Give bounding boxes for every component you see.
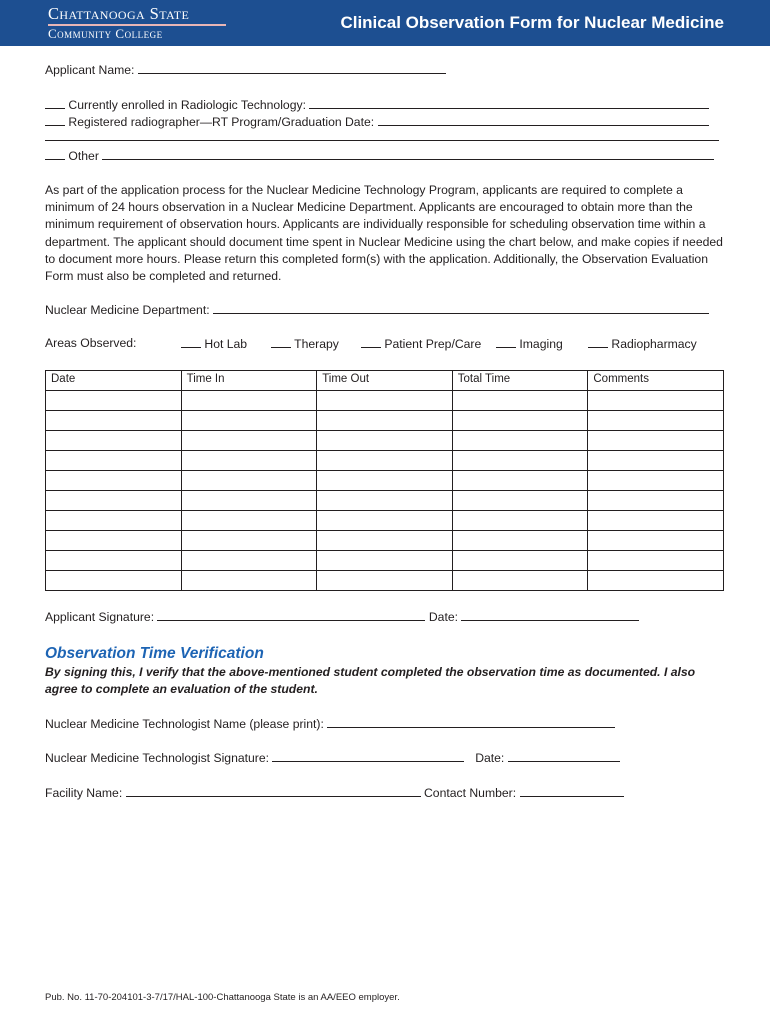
table-cell[interactable] xyxy=(588,511,724,531)
table-row xyxy=(46,511,724,531)
area-therapy[interactable] xyxy=(271,336,339,352)
enrolled-field[interactable] xyxy=(309,97,709,109)
tech-date-label: Date: xyxy=(475,751,505,765)
table-row xyxy=(46,571,724,591)
enrolled-row xyxy=(45,97,709,113)
table-cell[interactable] xyxy=(46,571,182,591)
table-cell[interactable] xyxy=(181,391,317,411)
table-cell[interactable] xyxy=(181,451,317,471)
table-cell[interactable] xyxy=(46,511,182,531)
department-label: Nuclear Medicine Department: xyxy=(45,303,210,317)
area-checkbox[interactable] xyxy=(361,336,381,348)
table-cell[interactable] xyxy=(46,391,182,411)
applicant-date-field[interactable] xyxy=(461,609,639,621)
table-cell[interactable] xyxy=(317,411,453,431)
applicant-name-label: Applicant Name: xyxy=(45,63,135,77)
table-row xyxy=(46,471,724,491)
area-hot-lab[interactable] xyxy=(181,336,247,352)
table-body xyxy=(46,391,724,591)
area-checkbox[interactable] xyxy=(496,336,516,348)
table-cell[interactable] xyxy=(317,451,453,471)
table-cell[interactable] xyxy=(588,411,724,431)
table-cell[interactable] xyxy=(452,511,588,531)
table-cell[interactable] xyxy=(317,471,453,491)
table-cell[interactable] xyxy=(588,571,724,591)
table-row xyxy=(46,391,724,411)
header-banner xyxy=(0,0,770,46)
table-cell[interactable] xyxy=(452,431,588,451)
table-cell[interactable] xyxy=(588,531,724,551)
college-subtitle: Community College xyxy=(48,25,163,41)
table-cell[interactable] xyxy=(46,471,182,491)
observation-log-table xyxy=(45,370,724,591)
enrolled-label: Currently enrolled in Radiologic Technology: xyxy=(68,98,306,112)
table-cell[interactable] xyxy=(452,531,588,551)
table-cell[interactable] xyxy=(46,551,182,571)
column-header-total-time: Total Time xyxy=(452,371,588,391)
table-cell[interactable] xyxy=(452,451,588,471)
form-title: Clinical Observation Form for Nuclear Medicine xyxy=(340,13,724,32)
table-cell[interactable] xyxy=(181,511,317,531)
area-label: Patient Prep/Care xyxy=(384,337,482,351)
facility-field[interactable] xyxy=(126,785,421,797)
table-cell[interactable] xyxy=(317,391,453,411)
tech-name-label: Nuclear Medicine Technologist Name (please print): xyxy=(45,717,324,731)
area-label: Hot Lab xyxy=(204,337,248,351)
table-cell[interactable] xyxy=(317,511,453,531)
tech-name-row xyxy=(45,716,615,732)
table-cell[interactable] xyxy=(46,531,182,551)
tech-signature-label: Nuclear Medicine Technologist Signature: xyxy=(45,751,270,765)
table-cell[interactable] xyxy=(46,491,182,511)
blank-line[interactable] xyxy=(45,140,719,141)
table-cell[interactable] xyxy=(317,571,453,591)
area-checkbox[interactable] xyxy=(181,336,201,348)
contact-field[interactable] xyxy=(520,785,624,797)
table-cell[interactable] xyxy=(452,551,588,571)
other-label: Other xyxy=(68,149,99,163)
college-name: Chattanooga State xyxy=(48,4,190,23)
enrolled-checkbox[interactable] xyxy=(45,97,65,109)
college-logo xyxy=(48,5,226,41)
applicant-name-row xyxy=(45,62,446,78)
table-cell[interactable] xyxy=(317,491,453,511)
table-row xyxy=(46,451,724,471)
table-cell[interactable] xyxy=(317,551,453,571)
column-header-time-in: Time In xyxy=(181,371,317,391)
table-row xyxy=(46,551,724,571)
instructions-paragraph: As part of the application process for the Nuclear Medicine Technology Program, applicants are required to complete a minimum of 24 hours observation in a Nuclear Medicine Department. Applicants are encouraged to obtain more than the minimum requirement of observation hours. Applicants are individually responsible for scheduling observation time within a department. The applicant should document time spent in Nuclear Medicine using the chart below, and make copies if needed to document more hours. Please return this completed form(s) with the application. Additionally, the Observation Evaluation Form must also be completed and returned. xyxy=(45,183,723,284)
areas-label: Areas Observed: xyxy=(45,336,137,350)
table-cell[interactable] xyxy=(46,431,182,451)
area-radiopharmacy[interactable] xyxy=(588,336,697,352)
table-cell[interactable] xyxy=(181,551,317,571)
contact-label: Contact Number: xyxy=(423,786,517,800)
area-label: Radiopharmacy xyxy=(611,337,697,351)
table-cell[interactable] xyxy=(588,431,724,451)
table-cell[interactable] xyxy=(181,531,317,551)
column-header-date: Date xyxy=(46,371,182,391)
other-row xyxy=(45,148,714,164)
applicant-date-label: Date: xyxy=(428,610,459,624)
table-cell[interactable] xyxy=(588,391,724,411)
registered-checkbox[interactable] xyxy=(45,114,65,126)
table-cell[interactable] xyxy=(452,411,588,431)
publication-footer: Pub. No. 11-70-204101-3-7/17/HAL-100-Chattanooga State is an AA/EEO employer. xyxy=(45,992,400,1003)
department-row xyxy=(45,302,709,318)
table-cell[interactable] xyxy=(452,571,588,591)
table-row xyxy=(46,411,724,431)
area-imaging[interactable] xyxy=(496,336,563,352)
table-row xyxy=(46,431,724,451)
column-header-time-out: Time Out xyxy=(317,371,453,391)
other-checkbox[interactable] xyxy=(45,148,65,160)
area-patient-prep[interactable] xyxy=(361,336,481,352)
registered-date-field[interactable] xyxy=(378,114,709,126)
verification-title: Observation Time Verification xyxy=(45,645,264,662)
tech-name-field[interactable] xyxy=(327,716,615,728)
table-cell[interactable] xyxy=(588,551,724,571)
table-cell[interactable] xyxy=(452,471,588,491)
applicant-signature-label: Applicant Signature: xyxy=(45,610,155,624)
tech-signature-field[interactable] xyxy=(272,750,464,762)
column-header-comments: Comments xyxy=(588,371,724,391)
table-row xyxy=(46,531,724,551)
table-cell[interactable] xyxy=(46,411,182,431)
table-cell[interactable] xyxy=(452,391,588,411)
facility-row xyxy=(45,785,624,801)
area-label: Therapy xyxy=(294,337,339,351)
table-cell[interactable] xyxy=(181,431,317,451)
registered-label: Registered radiographer—RT Program/Graduation Date: xyxy=(68,115,375,129)
applicant-signature-row xyxy=(45,609,639,625)
table-cell[interactable] xyxy=(46,451,182,471)
table-cell[interactable] xyxy=(181,491,317,511)
area-checkbox[interactable] xyxy=(271,336,291,348)
applicant-name-field[interactable] xyxy=(138,62,446,74)
table-cell[interactable] xyxy=(452,491,588,511)
area-label: Imaging xyxy=(519,337,563,351)
tech-signature-row xyxy=(45,750,620,766)
department-field[interactable] xyxy=(213,302,709,314)
table-header-row xyxy=(46,371,724,391)
table-cell[interactable] xyxy=(588,491,724,511)
registered-row xyxy=(45,114,709,130)
table-cell[interactable] xyxy=(181,471,317,491)
table-cell[interactable] xyxy=(588,451,724,471)
table-cell[interactable] xyxy=(317,431,453,451)
tech-date-field[interactable] xyxy=(508,750,620,762)
table-cell[interactable] xyxy=(588,471,724,491)
facility-label: Facility Name: xyxy=(45,786,123,800)
table-cell[interactable] xyxy=(317,531,453,551)
table-row xyxy=(46,491,724,511)
applicant-signature-field[interactable] xyxy=(157,609,425,621)
table-cell[interactable] xyxy=(181,411,317,431)
other-field[interactable] xyxy=(102,148,714,160)
table-cell[interactable] xyxy=(181,571,317,591)
verification-statement: By signing this, I verify that the above-mentioned student completed the observation time as documented. I also agree to complete an evaluation of the student. xyxy=(45,665,696,696)
area-checkbox[interactable] xyxy=(588,336,608,348)
